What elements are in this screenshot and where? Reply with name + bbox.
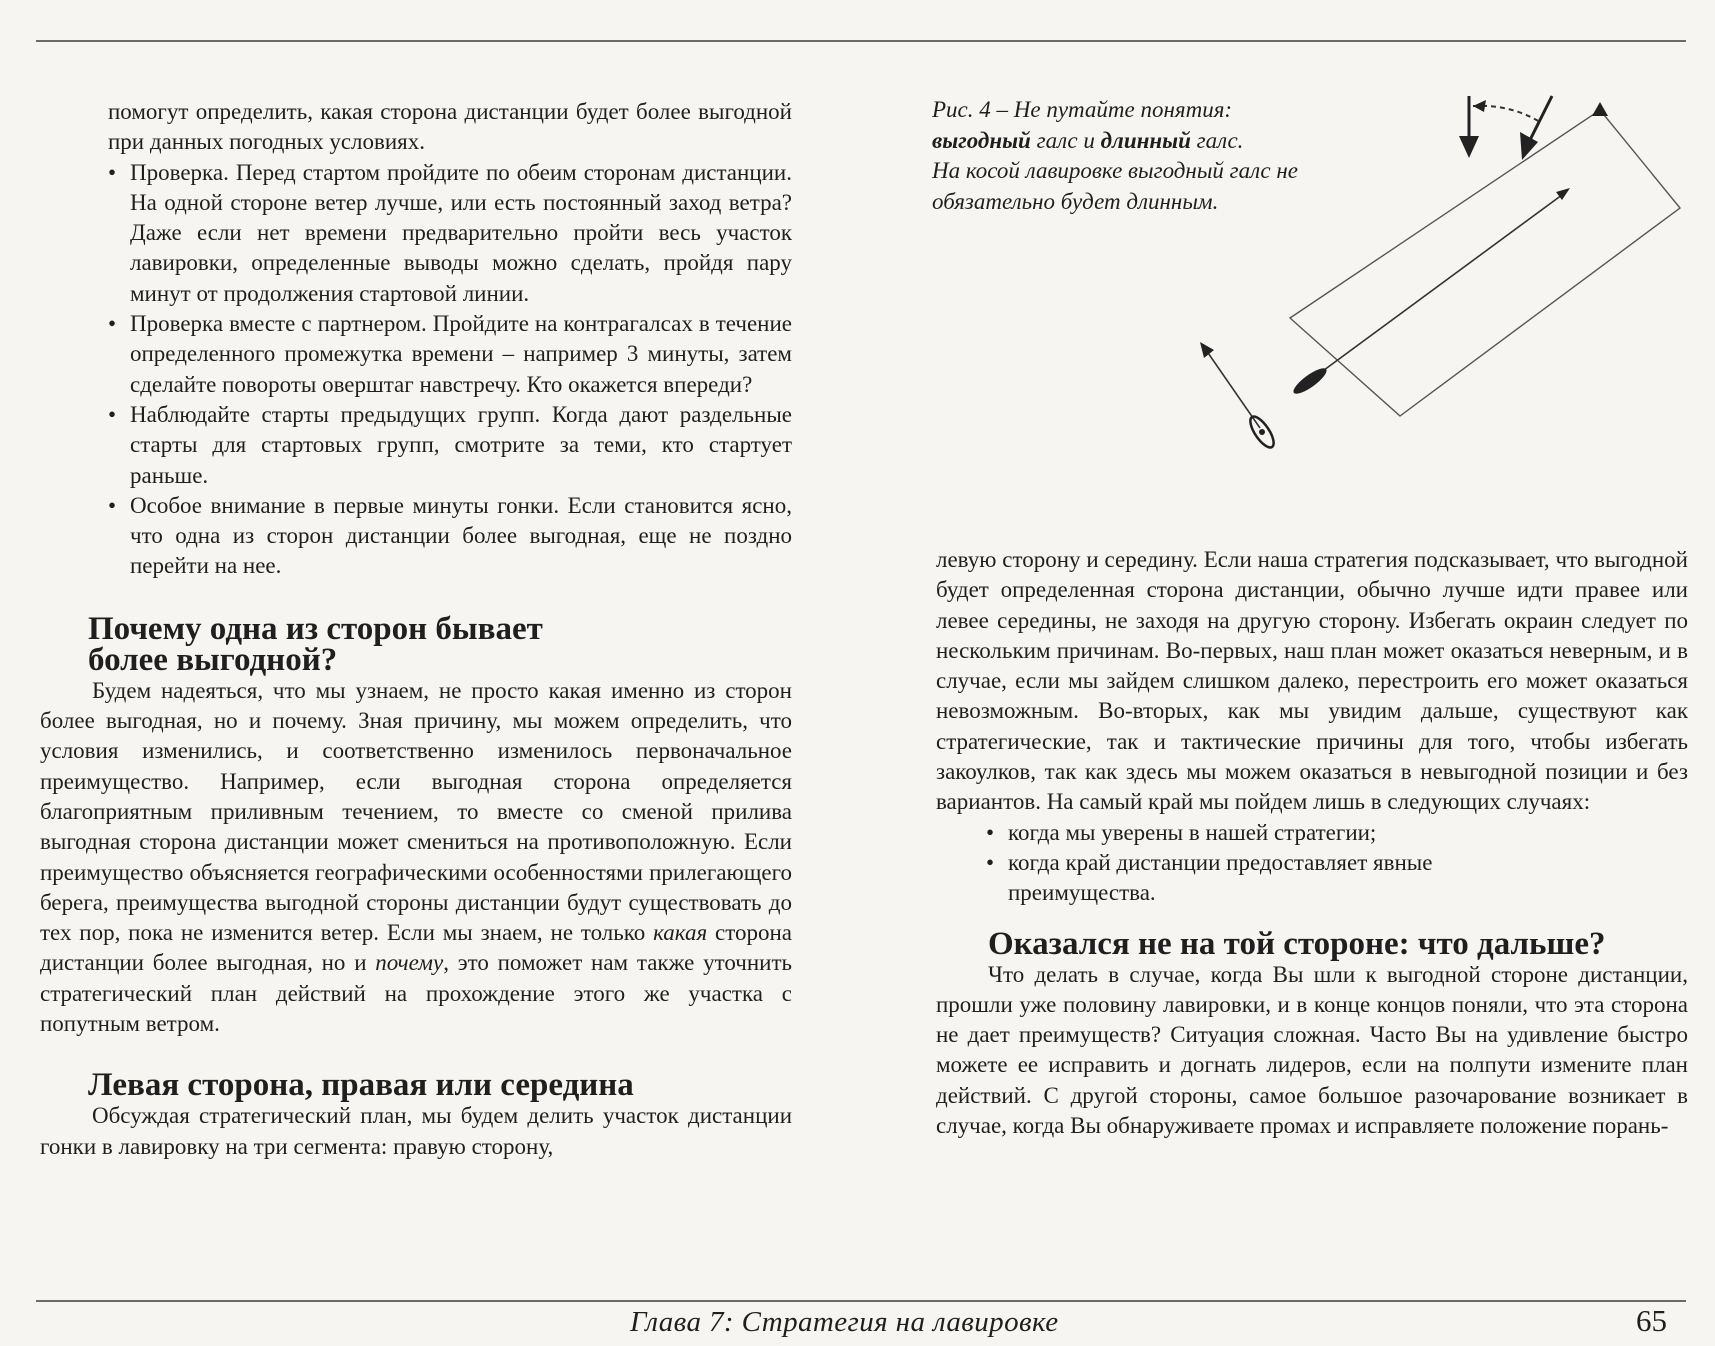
list-item: • Особое внимание в первые минуты гонки. Если становится ясно, что одна из сторон дистанции более выгодная, еще не поздно перейти на нее. <box>108 491 792 582</box>
page-number: 65 <box>1636 1303 1667 1338</box>
paragraph-text: сторона дистанции более выгодная, но и <box>40 920 792 976</box>
figure-caption <box>932 95 1322 217</box>
emphasis-which: какая <box>653 920 708 946</box>
list-item: • Проверка. Перед стартом пройдите по обеим сторонам дистанции. На одной стороне ветер лучше, или есть постоянный заход ветра? Даже если нет времени предварительно пройти весь участок лавировки, определенные выводы можно сделать, пройдя пару минут от продолжения стартовой линии. <box>108 158 792 309</box>
left-column <box>40 97 792 1162</box>
long-tack-course-arrow-icon <box>1320 188 1570 373</box>
list-item: • когда край дистанции предоставляет явные преимущества. <box>986 848 1486 909</box>
paragraph-edges: левую сторону и середину. Если наша стратегия подсказывает, что выгодной будет определенная сторона дистанции, обычно лучше идти правее или левее середины, не заходя на другую сторону. Избегать окраин следует по нескольким причинам. Во-первых, наш план может оказаться неверным, и в случае, если мы зайдем слишком далеко, перестроить его может оказаться невозможным. Во-вторых, как мы увидим дальше, существуют как стратегические, так и тактические причины для того, чтобы избегать закоулков, так как здесь мы можем оказаться в невыгодной позиции и без вариантов. На самый край мы пойдем лишь в следующих случаях: <box>936 547 1688 815</box>
right-column <box>936 545 1688 1141</box>
tips-list <box>40 158 792 582</box>
section-heading-wrong-side: Оказался не на той стороне: что дальше? <box>988 925 1606 962</box>
list-item: • когда мы уверены в нашей стратегии; <box>986 818 1486 848</box>
running-footer-chapter: Глава 7: Стратегия на лавировке <box>630 1306 1059 1338</box>
heading-line-2: более выгодной? <box>88 641 338 678</box>
list-item: • Проверка вместе с партнером. Пройдите на контрагалсах в течение определенного промежутка времени – например 3 минуты, затем сделайте повороты оверштаг навстречу. Кто окажется впереди? <box>108 309 792 400</box>
bottom-rule <box>36 1300 1686 1302</box>
course-rectangle <box>1290 110 1680 416</box>
caption-text: На косой лавировке выгодный галс не обязательно будет длинным. <box>932 158 1299 214</box>
beat-diagram-figure <box>1270 88 1690 508</box>
top-rule <box>36 40 1686 42</box>
wind-shift-arc-icon <box>1473 100 1540 122</box>
heading-line-1: Почему одна из сторон бывает <box>88 610 543 647</box>
section-heading-sides: Левая сторона, правая или середина <box>88 1067 634 1104</box>
paragraph-sides: Обсуждая стратегический план, мы будем делить участок дистанции гонки в лавировку на три сегмента: правую сторону, <box>40 1103 792 1159</box>
list-item: • Наблюдайте старты предыдущих групп. Когда дают раздельные старты для стартовых групп, смотрите за теми, кто стартует раньше. <box>108 400 792 491</box>
wind-arrow-right-icon <box>1520 96 1552 160</box>
edge-cases-list <box>936 818 1486 909</box>
paragraph-why <box>40 676 792 1040</box>
caption-bold-long: длинный <box>1100 127 1191 153</box>
emphasis-why: почему <box>375 950 444 976</box>
section-heading-why <box>40 610 792 678</box>
paragraph-wrong-side: Что делать в случае, когда Вы шли к выгодной стороне дистанции, прошли уже половину лавировки, и в конце концов поняли, что эта сторона не дает преимуществ? Ситуация сложная. Часто Вы на удивление быстро можете ее исправить и догнать лидеров, если на полпути измените план действий. С другой стороны, самое большое разочарование возникает в случае, когда Вы обнаруживаете промах и исправляете положение порань- <box>936 961 1688 1139</box>
windward-mark-icon <box>1592 102 1608 116</box>
short-tack-figure-part <box>1180 300 1300 460</box>
caption-text: галс. <box>1196 127 1244 153</box>
caption-bold-favoured: выгодный <box>932 127 1031 153</box>
short-tack-arrow-icon <box>1200 342 1260 428</box>
paragraph-text: , это поможет нам также уточнить стратегический план действий на прохождение этого же участка с попутным ветром. <box>40 950 793 1037</box>
intro-continuation: помогут определить, какая сторона дистанции будет более выгодной при данных погодных условиях. <box>108 99 792 155</box>
caption-text: галс и <box>1036 127 1095 153</box>
caption-prefix: Рис. 4 – Не путайте понятия: <box>932 97 1233 122</box>
paragraph-text: Будем надеяться, что мы узнаем, не просто какая именно из сторон более выгодная, но и почему. Зная причину, мы можем определить, что условия изменились, и соответственно изменилось первоначальное преимущество. Например, если выгодная сторона определяется благоприятным приливным течением, то вместе со сменой прилива выгодная сторона дистанции может смениться на противоположную. Если преимущество объясняется географическими особенностями прилегающего берега, преимущества выгодной стороны дистанции будут существовать до тех пор, пока не изменится ветер. Если мы знаем, не только <box>40 677 792 946</box>
boat-on-short-tack-icon <box>1246 413 1278 451</box>
